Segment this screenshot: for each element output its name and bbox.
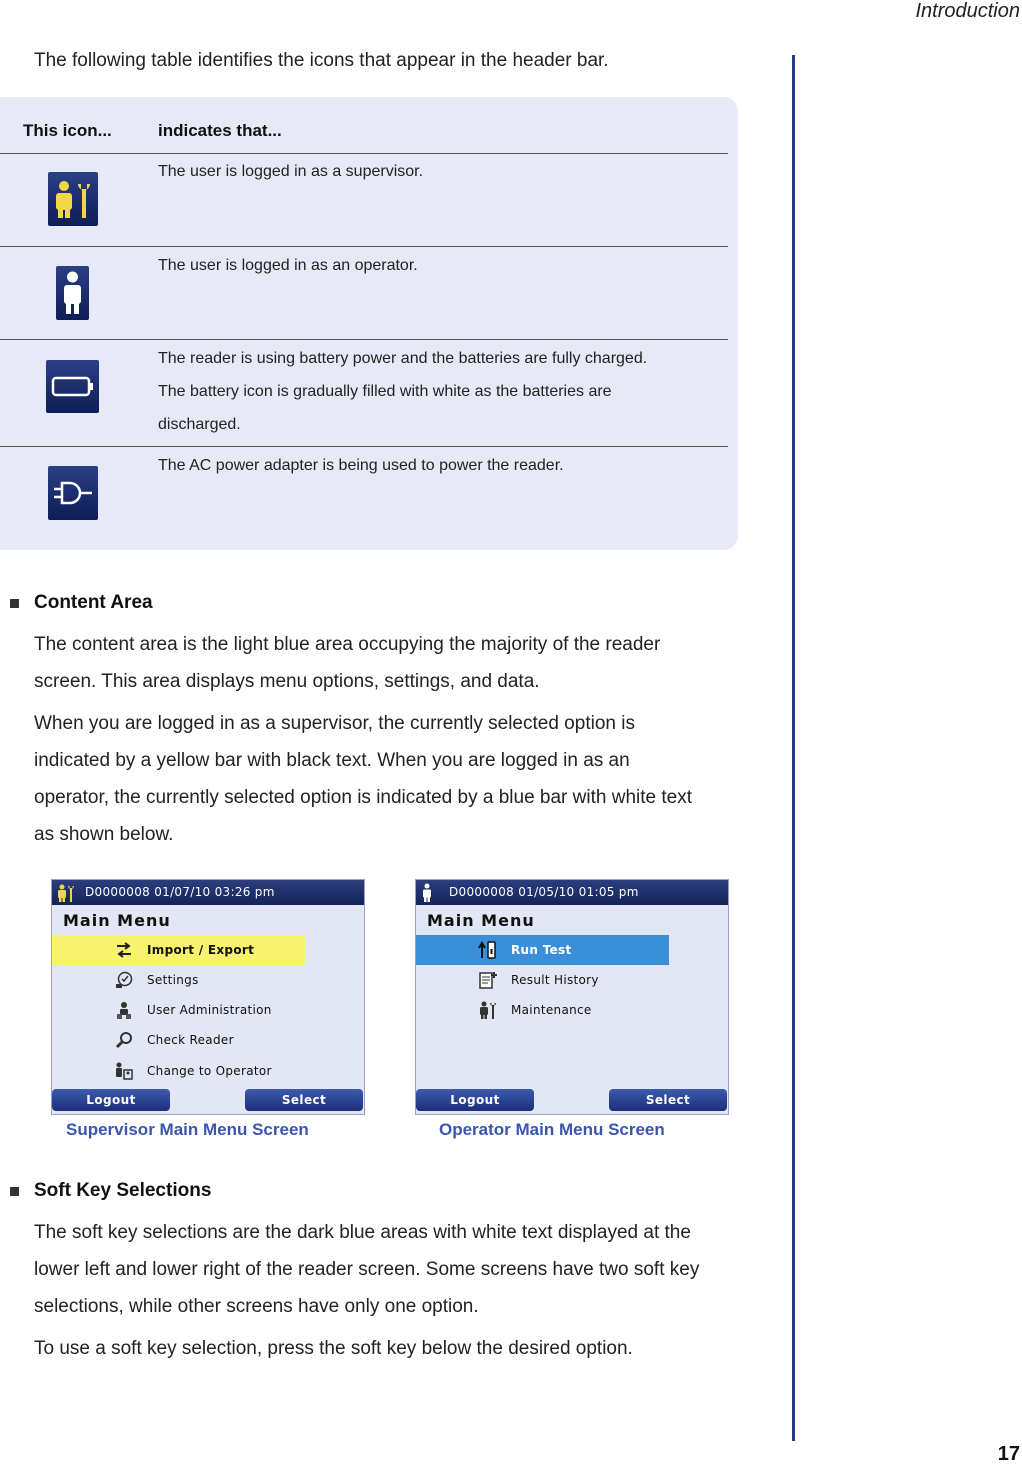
menu-item-label: Settings	[147, 973, 199, 987]
para-line: The soft key selections are the dark blue areas with white text displayed at the	[34, 1222, 691, 1243]
paragraph	[34, 626, 744, 700]
result-history-icon	[478, 970, 498, 990]
operator-icon	[56, 266, 89, 320]
softkey-logout[interactable]: Logout	[416, 1089, 534, 1111]
table-header-icon: This icon...	[23, 121, 112, 140]
para-line: as shown below.	[34, 824, 174, 845]
para-line: selections, while other screens have only one option.	[34, 1296, 479, 1317]
battery-icon	[46, 360, 99, 413]
caption-supervisor-screen: Supervisor Main Menu Screen	[66, 1120, 309, 1139]
menu-item-result-history[interactable]	[416, 965, 669, 995]
paragraph	[34, 1330, 744, 1367]
row-line: discharged.	[158, 416, 241, 433]
magnifier-icon	[114, 1030, 134, 1050]
intro-text: The following table identifies the icons that appear in the header bar.	[34, 50, 609, 71]
margin-rule	[792, 55, 795, 1441]
user-admin-icon	[114, 1000, 134, 1020]
row-line: The AC power adapter is being used to power the reader.	[158, 457, 564, 474]
maintenance-icon	[478, 1000, 498, 1020]
row-line: The user is logged in as an operator.	[158, 257, 418, 274]
table-header-desc: indicates that...	[158, 121, 282, 140]
screen-header-bar	[52, 880, 364, 905]
supervisor-main-menu-screen	[51, 879, 365, 1115]
screen-header-text: D0000008 01/07/10 03:26 pm	[85, 885, 275, 899]
menu-item-label: Change to Operator	[147, 1064, 272, 1078]
operator-icon	[420, 882, 434, 903]
import-export-icon	[114, 940, 134, 960]
menu-item-label: Run Test	[511, 943, 572, 957]
menu-item-change-to-operator[interactable]	[52, 1056, 305, 1086]
row-desc-battery	[158, 342, 718, 441]
section-heading-content-area: Content Area	[34, 592, 153, 613]
menu-item-run-test[interactable]	[416, 935, 669, 965]
row-line: The user is logged in as a supervisor.	[158, 163, 424, 180]
row-line: The reader is using battery power and the batteries are fully charged.	[158, 350, 648, 367]
menu-item-label: Check Reader	[147, 1033, 234, 1047]
screen-title: Main Menu	[427, 911, 535, 930]
para-line: The content area is the light blue area occupying the majority of the reader	[34, 634, 661, 655]
menu-item-label: User Administration	[147, 1003, 272, 1017]
ac-adapter-icon	[48, 466, 98, 520]
menu-item-check-reader[interactable]	[52, 1025, 305, 1055]
screen-header-text: D0000008 01/05/10 01:05 pm	[449, 885, 639, 899]
supervisor-icon	[55, 882, 77, 903]
table-divider	[0, 339, 728, 340]
softkey-select[interactable]: Select	[609, 1089, 727, 1111]
row-desc-supervisor	[158, 155, 718, 188]
screen-header-bar	[416, 880, 728, 905]
row-line: The battery icon is gradually filled with white as the batteries are	[158, 383, 612, 400]
operator-main-menu-screen	[415, 879, 729, 1115]
table-divider	[0, 446, 728, 447]
section-heading-soft-keys: Soft Key Selections	[34, 1180, 212, 1201]
menu-item-label: Import / Export	[147, 943, 255, 957]
para-line: indicated by a yellow bar with black text. When you are logged in as an	[34, 750, 630, 771]
para-line: screen. This area displays menu options, settings, and data.	[34, 671, 540, 692]
run-test-icon	[478, 940, 498, 960]
screen-title: Main Menu	[63, 911, 171, 930]
caption-operator-screen: Operator Main Menu Screen	[439, 1120, 665, 1139]
para-line: lower left and lower right of the reader screen. Some screens have two soft key	[34, 1259, 700, 1280]
bullet-square	[10, 599, 19, 608]
table-divider	[0, 246, 728, 247]
table-divider	[0, 153, 728, 154]
menu-item-label: Maintenance	[511, 1003, 592, 1017]
softkey-select[interactable]: Select	[245, 1089, 363, 1111]
paragraph	[34, 1214, 744, 1325]
bullet-square	[10, 1187, 19, 1196]
menu-item-settings[interactable]	[52, 965, 305, 995]
softkey-logout[interactable]: Logout	[52, 1089, 170, 1111]
page-number: 17	[997, 1443, 1020, 1465]
menu-item-maintenance[interactable]	[416, 995, 669, 1025]
para-line: When you are logged in as a supervisor, the currently selected option is	[34, 713, 635, 734]
menu-item-user-administration[interactable]	[52, 995, 305, 1025]
settings-icon	[114, 970, 134, 990]
change-user-icon	[114, 1061, 134, 1081]
menu-item-label: Result History	[511, 973, 599, 987]
menu-item-import-export[interactable]	[52, 935, 305, 965]
supervisor-icon	[48, 172, 98, 226]
para-line: operator, the currently selected option is indicated by a blue bar with white text	[34, 787, 692, 808]
running-header: Introduction	[915, 0, 1020, 22]
row-desc-ac	[158, 449, 718, 482]
row-desc-operator	[158, 249, 718, 282]
para-line: To use a soft key selection, press the soft key below the desired option.	[34, 1338, 633, 1359]
paragraph	[34, 705, 744, 853]
icon-table	[0, 97, 738, 550]
